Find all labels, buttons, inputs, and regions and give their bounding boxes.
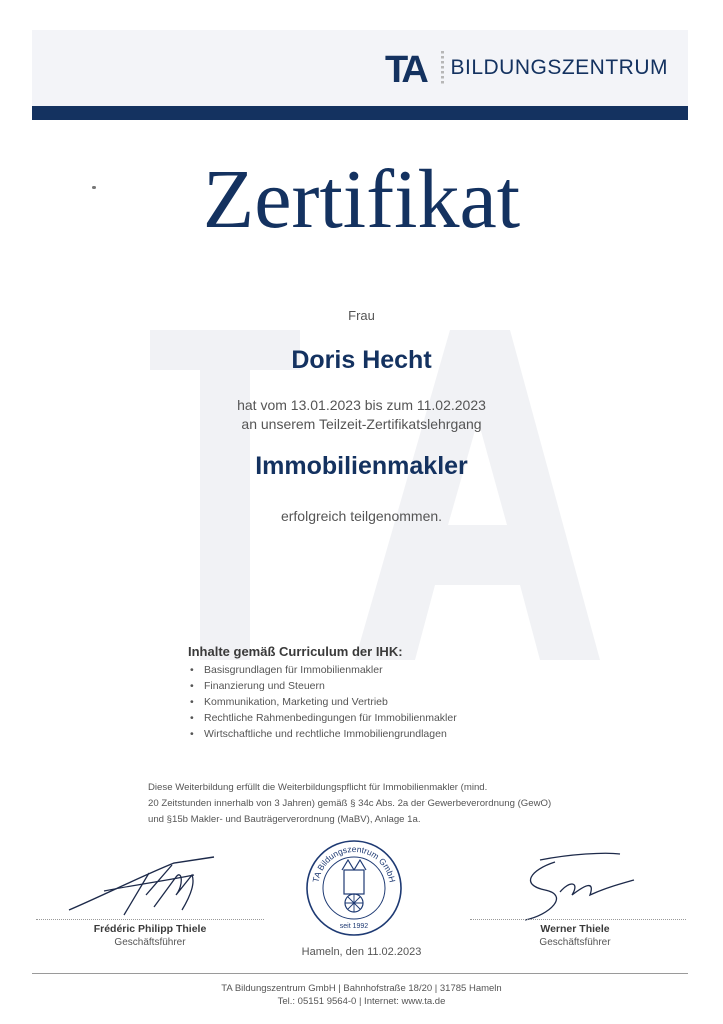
course-title: Immobilienmakler	[255, 452, 468, 480]
salutation: Frau	[348, 308, 375, 323]
recipient-name: Doris Hecht	[291, 346, 432, 374]
note-line-3: und §15b Makler- und Bauträgerverordnung (MaBV), Anlage 1a.	[148, 814, 421, 825]
signer-left-name: Frédéric Philipp Thiele	[93, 923, 207, 935]
period-line-1: hat vom 13.01.2023 bis zum 11.02.2023	[237, 397, 486, 413]
signer-right-name: Werner Thiele	[540, 923, 610, 935]
curriculum-heading: Inhalte gemäß Curriculum der IHK:	[188, 644, 403, 659]
bullet-icon: •	[190, 680, 194, 692]
header-rule	[32, 106, 688, 120]
list-item: • Rechtliche Rahmenbedingungen für Immobilienmakler	[190, 712, 457, 724]
logo-text: BILDUNGSZENTRUM	[450, 56, 668, 79]
list-item: • Basisgrundlagen für Immobilienmakler	[190, 664, 383, 676]
course-period	[0, 396, 723, 434]
svg-text:TA Bildungszentrum GmbH: TA Bildungszentrum GmbH	[310, 843, 398, 884]
bullet-icon: •	[190, 664, 194, 676]
list-item: • Kommunikation, Marketing und Vertrieb	[190, 696, 388, 708]
company-seal-icon	[304, 838, 404, 938]
right-signature-icon	[510, 850, 640, 925]
logo-divider	[441, 51, 444, 85]
svg-text:TA: TA	[385, 50, 426, 86]
signer-right-role: Geschäftsführer	[539, 937, 611, 948]
left-signature-icon	[64, 855, 244, 925]
logo	[385, 50, 668, 86]
bullet-icon: •	[190, 696, 194, 708]
note-line-1: Diese Weiterbildung erfüllt die Weiterbildungspflicht für Immobilienmakler (mind.	[148, 782, 488, 793]
footer-contact: Tel.: 05151 9564-0 | Internet: www.ta.de	[277, 996, 446, 1007]
footer-divider	[32, 973, 688, 974]
bullet-icon: •	[190, 712, 194, 724]
result-text: erfolgreich teilgenommen.	[280, 508, 443, 524]
curriculum-section	[188, 644, 608, 742]
legal-note	[148, 780, 598, 828]
place-date: Hameln, den 11.02.2023	[301, 946, 422, 958]
curriculum-list	[188, 662, 608, 742]
signer-left-role: Geschäftsführer	[114, 937, 186, 948]
bullet-icon: •	[190, 728, 194, 740]
signature-line-left	[36, 919, 264, 920]
list-item: • Wirtschaftliche und rechtliche Immobiliengrundlagen	[190, 728, 447, 740]
list-item: • Finanzierung und Steuern	[190, 680, 325, 692]
note-line-2: 20 Zeitstunden innerhalb von 3 Jahren) gemäß § 34c Abs. 2a der Gewerbeverordnung (GewO)	[148, 798, 552, 809]
ta-logo-icon	[385, 50, 437, 86]
certificate-title: Zertifikat	[202, 153, 521, 246]
ta-watermark-icon	[150, 330, 600, 660]
signature-line-right	[470, 919, 686, 920]
period-line-2: an unserem Teilzeit-Zertifikatslehrgang	[241, 416, 482, 432]
svg-text:seit 1992: seit 1992	[339, 923, 369, 930]
footer-address: TA Bildungszentrum GmbH | Bahnhofstraße 18/20 | 31785 Hameln	[221, 983, 502, 994]
